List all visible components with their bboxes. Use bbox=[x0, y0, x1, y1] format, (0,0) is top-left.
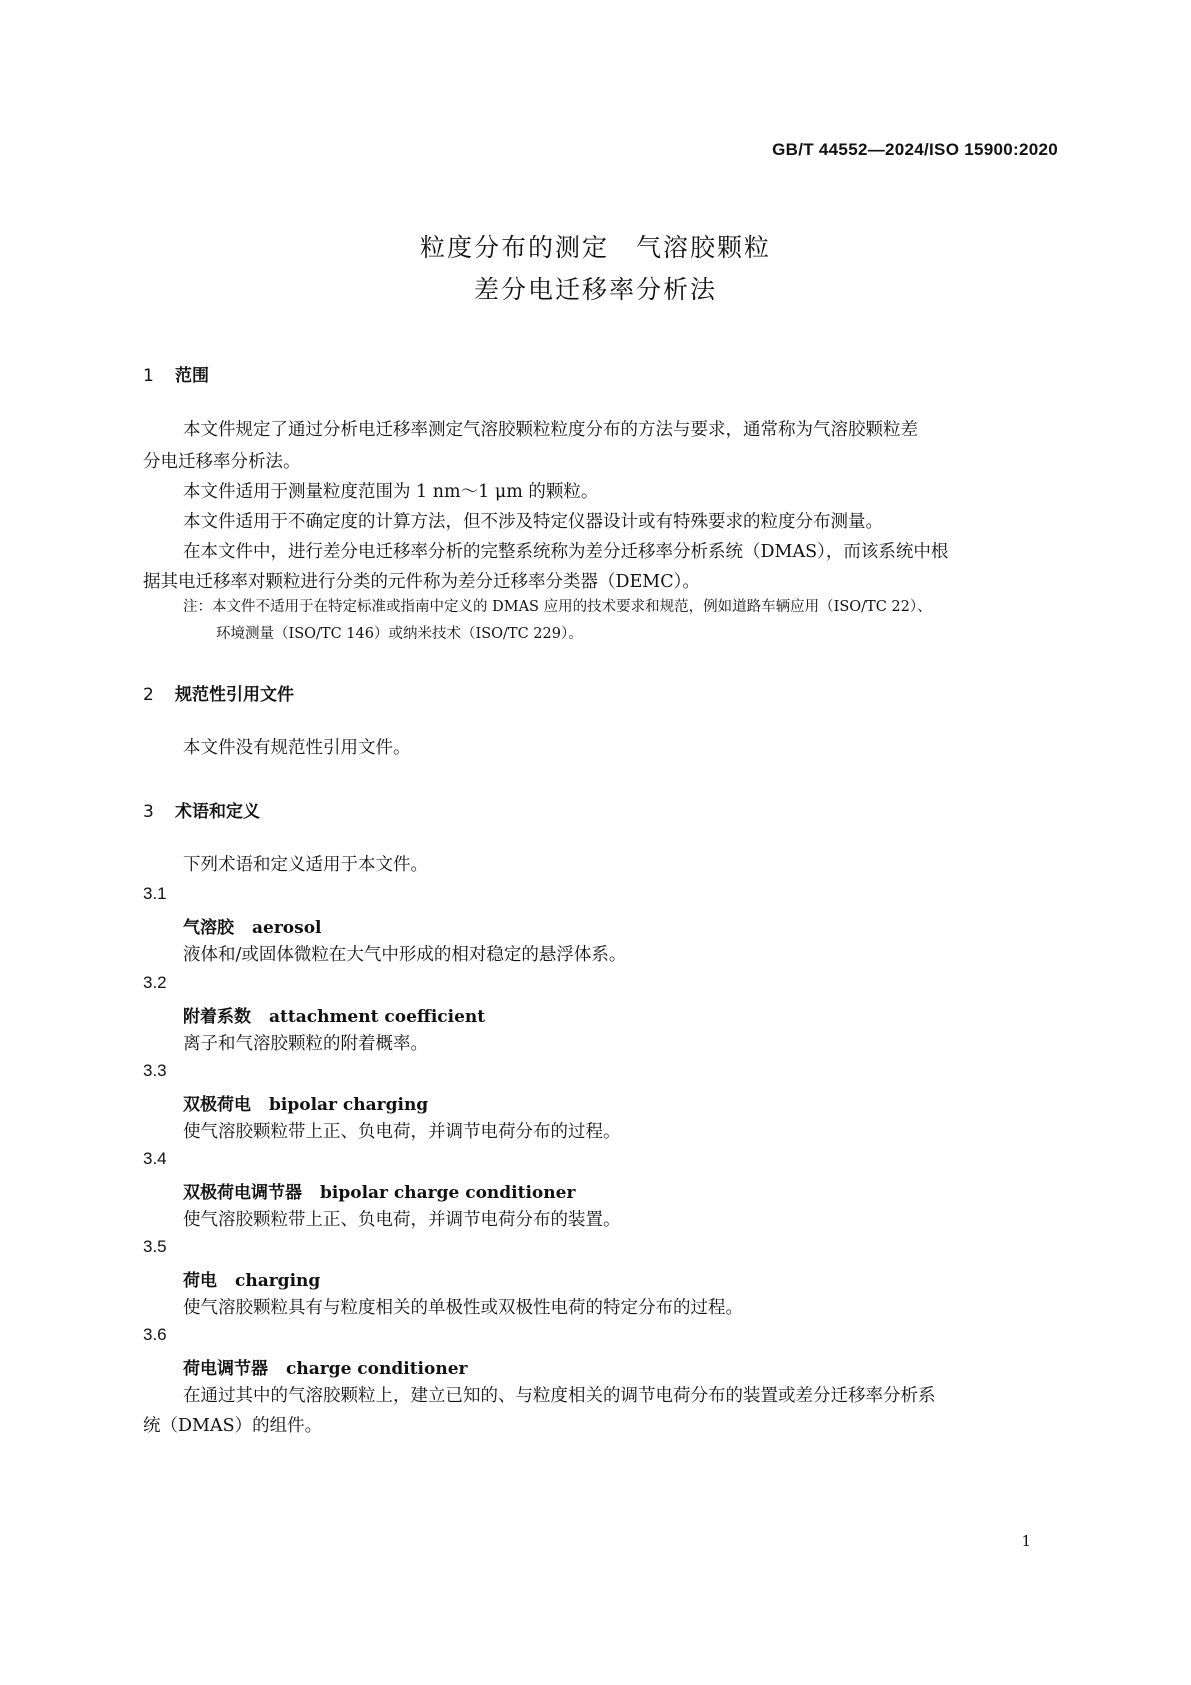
term bbox=[183, 1178, 575, 1203]
note-line-1: 注：本文件不适用于在特定标准或指南中定义的 DMAS 应用的技术要求和规范，例如道路车辆应用（ISO/TC 22）、 bbox=[183, 599, 932, 615]
clause-number: 3.3 bbox=[143, 1061, 167, 1080]
scope-paragraph-3: 本文件适用于不确定度的计算方法，但不涉及特定仪器设计或有特殊要求的粒度分布测量。 bbox=[183, 512, 883, 532]
section-1-heading bbox=[143, 361, 209, 386]
term-definition: 离子和气溶胶颗粒的附着概率。 bbox=[183, 1034, 428, 1054]
term-definition-line-2: 统（DMAS）的组件。 bbox=[143, 1416, 323, 1436]
term-en: bipolar charging bbox=[269, 1095, 429, 1115]
scope-paragraph-2: 本文件适用于测量粒度范围为 1 nm～1 μm 的颗粒。 bbox=[183, 482, 599, 502]
section-title: 术语和定义 bbox=[175, 802, 260, 822]
term-zh: 双极荷电调节器 bbox=[183, 1183, 302, 1203]
term-definition: 液体和/或固体微粒在大气中形成的相对稳定的悬浮体系。 bbox=[183, 945, 627, 965]
term-en: charge conditioner bbox=[286, 1359, 468, 1379]
terms-intro: 下列术语和定义适用于本文件。 bbox=[183, 855, 428, 875]
term-zh: 气溶胶 bbox=[183, 918, 234, 938]
term-zh: 双极荷电 bbox=[183, 1095, 251, 1115]
scope-paragraph-1-line-2: 分电迁移率分析法。 bbox=[143, 452, 301, 472]
term bbox=[183, 1354, 467, 1379]
term-definition: 使气溶胶颗粒带上正、负电荷，并调节电荷分布的装置。 bbox=[183, 1210, 621, 1230]
document-title-line-1: 粒度分布的测定 气溶胶颗粒 bbox=[419, 233, 771, 262]
term-en: aerosol bbox=[252, 918, 322, 938]
section-3-heading bbox=[143, 797, 260, 822]
section-number: 1 bbox=[143, 366, 154, 386]
page-number: 1 bbox=[1021, 1532, 1031, 1550]
standard-code: GB/T 44552—2024/ISO 15900:2020 bbox=[772, 140, 1058, 159]
term-definition-line-1: 在通过其中的气溶胶颗粒上，建立已知的、与粒度相关的调节电荷分布的装置或差分迁移率分析系 bbox=[183, 1386, 936, 1406]
term-zh: 附着系数 bbox=[183, 1007, 251, 1027]
term-en: bipolar charge conditioner bbox=[320, 1183, 576, 1203]
term-en: charging bbox=[235, 1271, 321, 1291]
scope-note bbox=[183, 594, 1083, 648]
section-title: 规范性引用文件 bbox=[175, 685, 294, 705]
scope-paragraph-4-line-2: 据其电迁移率对颗粒进行分类的元件称为差分迁移率分类器（DEMC）。 bbox=[143, 572, 700, 592]
note-line-2: 环境测量（ISO/TC 146）或纳米技术（ISO/TC 229）。 bbox=[216, 626, 583, 642]
clause-number: 3.2 bbox=[143, 973, 167, 992]
normative-references-paragraph: 本文件没有规范性引用文件。 bbox=[183, 738, 411, 758]
clause-number: 3.1 bbox=[143, 884, 167, 903]
term bbox=[183, 1266, 320, 1291]
clause-number: 3.5 bbox=[143, 1237, 167, 1256]
term-definition: 使气溶胶颗粒具有与粒度相关的单极性或双极性电荷的特定分布的过程。 bbox=[183, 1298, 743, 1318]
term-en: attachment coefficient bbox=[269, 1007, 486, 1027]
section-number: 3 bbox=[143, 802, 154, 822]
scope-paragraph-1-line-1: 本文件规定了通过分析电迁移率测定气溶胶颗粒粒度分布的方法与要求，通常称为气溶胶颗粒差 bbox=[183, 420, 918, 440]
term bbox=[183, 1002, 485, 1027]
section-title: 范围 bbox=[175, 366, 209, 386]
term bbox=[183, 1090, 428, 1115]
term bbox=[183, 913, 322, 938]
section-2-heading bbox=[143, 680, 294, 705]
section-number: 2 bbox=[143, 685, 154, 705]
clause-number: 3.6 bbox=[143, 1325, 167, 1344]
term-definition: 使气溶胶颗粒带上正、负电荷，并调节电荷分布的过程。 bbox=[183, 1122, 621, 1142]
document-title-line-2: 差分电迁移率分析法 bbox=[473, 275, 717, 304]
term-zh: 荷电调节器 bbox=[183, 1359, 268, 1379]
scope-paragraph-4-line-1: 在本文件中，进行差分电迁移率分析的完整系统称为差分迁移率分析系统（DMAS），而该系统中根 bbox=[183, 542, 949, 562]
clause-number: 3.4 bbox=[143, 1149, 167, 1168]
term-zh: 荷电 bbox=[183, 1271, 217, 1291]
